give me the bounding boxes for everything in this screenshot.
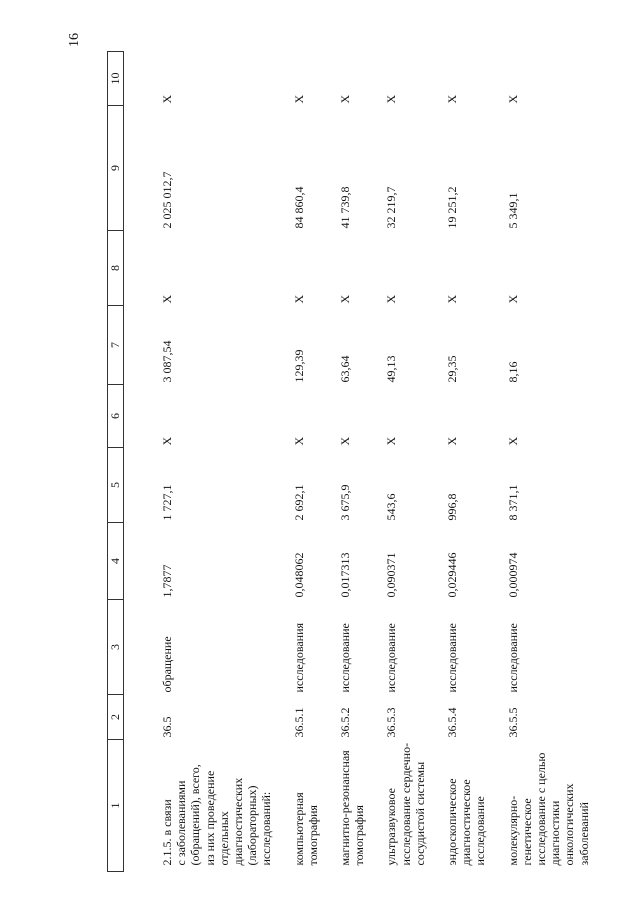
row-volume: 0,017313 xyxy=(338,552,353,598)
row-col10: X xyxy=(445,94,460,104)
column-header: 7 xyxy=(108,306,124,385)
table-row xyxy=(488,52,591,872)
row-col10: X xyxy=(160,94,174,104)
column-header: 6 xyxy=(108,385,124,448)
row-description xyxy=(124,740,274,872)
row-col6: X xyxy=(445,436,460,446)
row-volume: 1,7877 xyxy=(160,564,174,598)
row-total: 19 251,2 xyxy=(445,186,460,229)
row-description-text: эндоскопическое диагностическое исследование xyxy=(445,778,488,866)
row-total: 41 739,8 xyxy=(338,186,353,229)
row-cost: 1 727,1 xyxy=(160,484,174,521)
table-header xyxy=(108,52,124,872)
row-unit: исследования xyxy=(291,622,306,693)
row-code: 36.5.5 xyxy=(505,707,520,738)
data-table xyxy=(107,51,591,872)
row-description-text: магнитно-резонансная томография xyxy=(338,750,367,866)
table-row xyxy=(427,52,488,872)
row-description-text: молекулярно- генетическое исследование с целью диагностики онкологических заболеваний xyxy=(505,752,591,866)
row-col8: X xyxy=(160,294,174,304)
row-col10: X xyxy=(505,94,520,104)
row-code: 36.5.1 xyxy=(291,707,306,738)
row-norm: 129,39 xyxy=(291,349,306,383)
row-description xyxy=(366,740,427,872)
column-header: 5 xyxy=(108,448,124,523)
row-volume: 0,090371 xyxy=(384,552,399,598)
row-col8: X xyxy=(338,294,353,304)
row-total: 32 219,7 xyxy=(384,186,399,229)
row-cost: 996,8 xyxy=(445,493,460,521)
row-col8: X xyxy=(384,294,399,304)
row-description xyxy=(427,740,488,872)
column-header: 4 xyxy=(108,523,124,600)
row-description xyxy=(320,740,366,872)
row-description-text: ультразвуковое исследование сердечно- сосудистой системы xyxy=(384,742,427,866)
table-row xyxy=(124,52,274,872)
row-unit: исследование xyxy=(505,623,520,693)
row-col10: X xyxy=(338,94,353,104)
table-row xyxy=(320,52,366,872)
row-total: 2 025 012,7 xyxy=(160,171,174,229)
row-cost: 2 692,1 xyxy=(291,484,306,521)
row-total: 5 349,1 xyxy=(505,192,520,229)
row-cost: 8 371,1 xyxy=(505,484,520,521)
row-description xyxy=(488,740,591,872)
row-description-text: компьютерная томография xyxy=(291,792,320,866)
table-body xyxy=(124,52,591,872)
row-norm: 8,16 xyxy=(505,361,520,383)
row-col10: X xyxy=(384,94,399,104)
row-col6: X xyxy=(384,436,399,446)
row-unit: исследование xyxy=(445,623,460,693)
row-norm: 63,64 xyxy=(338,355,353,383)
row-cost: 543,6 xyxy=(384,493,399,521)
row-code: 36.5.2 xyxy=(338,707,353,738)
row-cost: 3 675,9 xyxy=(338,484,353,521)
table-wrapper xyxy=(107,52,607,872)
row-volume: 0,048062 xyxy=(291,552,306,598)
row-unit: исследование xyxy=(384,623,399,693)
row-col10: X xyxy=(291,94,306,104)
row-col6: X xyxy=(291,436,306,446)
row-unit: исследование xyxy=(338,623,353,693)
table-row xyxy=(274,52,320,872)
row-col6: X xyxy=(505,436,520,446)
header-row xyxy=(108,52,124,872)
row-col6: X xyxy=(338,436,353,446)
row-description xyxy=(274,740,320,872)
table-row xyxy=(366,52,427,872)
column-header: 1 xyxy=(108,740,124,872)
row-col8: X xyxy=(445,294,460,304)
row-description-text: 2.1.5. в связи с заболеваниями (обращений), всего, из них проведение отдельных диагностических (лабораторных) исследований: xyxy=(160,764,274,866)
row-code: 36.5.4 xyxy=(445,707,460,738)
column-header: 3 xyxy=(108,600,124,695)
row-volume: 0,029446 xyxy=(445,552,460,598)
row-code: 36.5.3 xyxy=(384,707,399,738)
row-col8: X xyxy=(505,294,520,304)
row-col6: X xyxy=(160,436,174,446)
row-col8: X xyxy=(291,294,306,304)
row-total: 84 860,4 xyxy=(291,186,306,229)
column-header: 2 xyxy=(108,695,124,740)
row-norm: 3 087,54 xyxy=(160,340,174,383)
row-unit: обращение xyxy=(160,636,174,693)
row-volume: 0,000974 xyxy=(505,552,520,598)
column-header: 10 xyxy=(108,52,124,106)
row-norm: 49,13 xyxy=(384,355,399,383)
column-header: 8 xyxy=(108,231,124,306)
row-code: 36.5 xyxy=(160,716,174,738)
row-norm: 29,35 xyxy=(445,355,460,383)
page-number: 16 xyxy=(67,33,82,47)
column-header: 9 xyxy=(108,106,124,231)
